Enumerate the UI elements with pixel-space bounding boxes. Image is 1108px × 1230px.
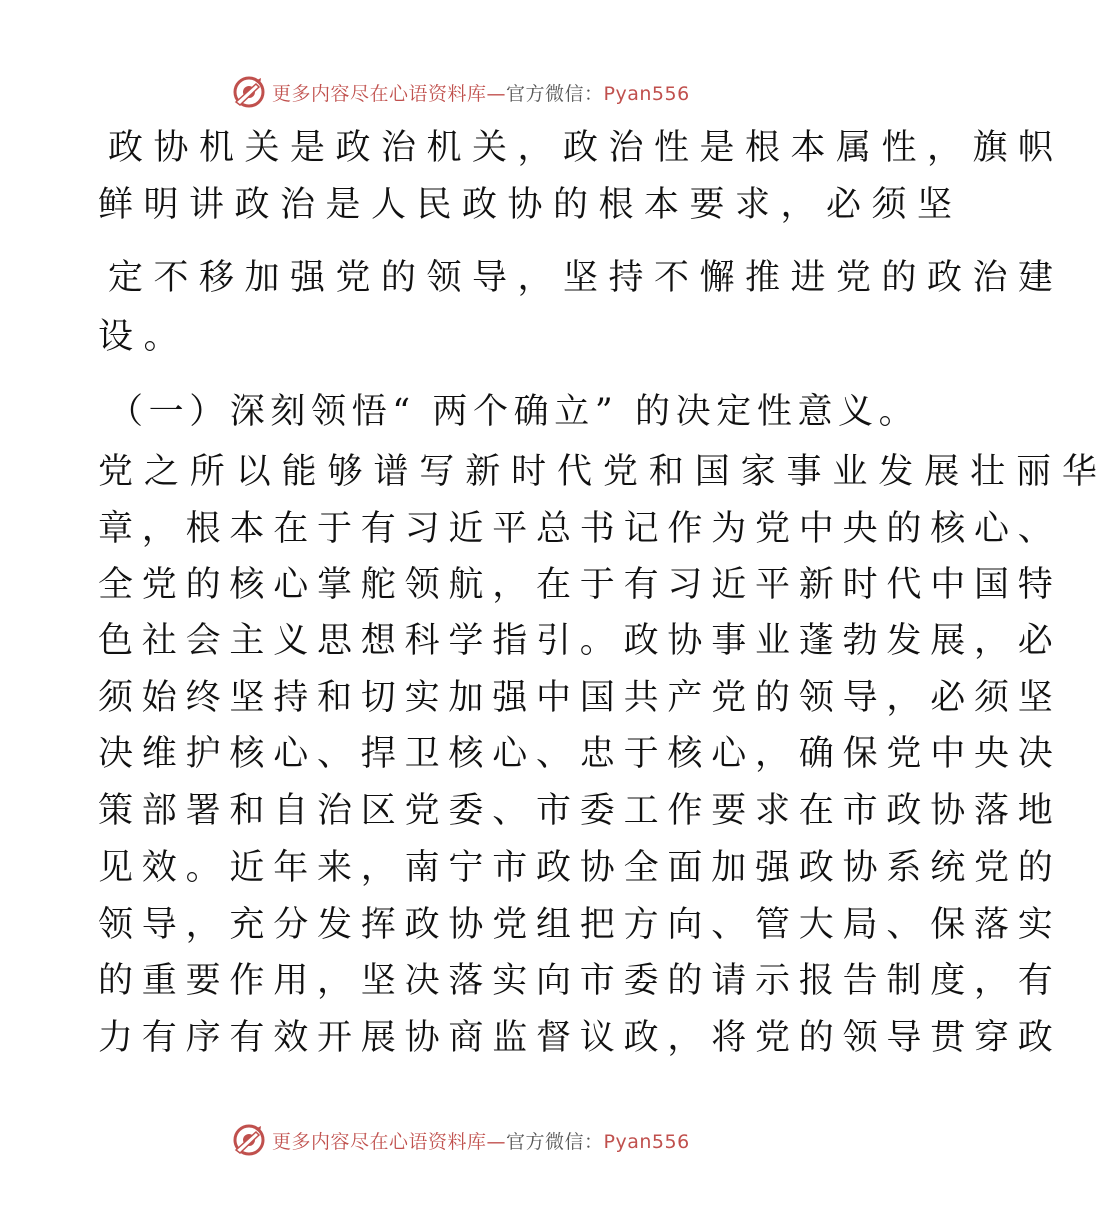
- brand-logo-icon: [232, 75, 266, 109]
- text-line: 力有序有效开展协商监督议政，将党的领导贯穿政: [98, 1018, 1062, 1058]
- text-line: 全党的核心掌舵领航，在于有习近平新时代中国特: [98, 565, 1062, 605]
- text-line: 定不移加强党的领导，坚持不懈推进党的政治建: [108, 258, 1064, 298]
- text-line: 的重要作用，坚决落实向市委的请示报告制度，有: [98, 961, 1062, 1001]
- watermark-site: 更多内容尽在心语资料库: [272, 1130, 487, 1153]
- text-line: 章，根本在于有习近平总书记作为党中央的核心、: [98, 509, 1062, 549]
- watermark-site: 更多内容尽在心语资料库: [272, 82, 487, 105]
- text-line: 领导，充分发挥政协党组把方向、管大局、保落实: [98, 905, 1062, 945]
- text-line: 色社会主义思想科学指引。政协事业蓬勃发展，必: [98, 621, 1062, 661]
- text-line: 鲜明讲政治是人民政协的根本要求，必须坚: [98, 185, 963, 225]
- watermark-text: [272, 79, 690, 106]
- footer-watermark: [232, 1120, 690, 1160]
- text-line: 党之所以能够谱写新时代党和国家事业发展壮丽华: [98, 452, 1108, 492]
- watermark-wechat-label: 官方微信：: [506, 1130, 604, 1153]
- watermark-wechat-label: 官方微信：: [506, 82, 604, 105]
- watermark-wechat-id: Pyan556: [603, 82, 690, 105]
- section-heading: （一）深刻领悟“ 两个确立” 的决定性意义。: [108, 392, 920, 432]
- watermark-text: [272, 1127, 690, 1154]
- text-line: 政协机关是政治机关，政治性是根本属性，旗帜: [108, 128, 1064, 168]
- text-line: 设。: [98, 317, 190, 357]
- watermark-wechat-id: Pyan556: [603, 1130, 690, 1153]
- brand-logo-icon: [232, 1123, 266, 1157]
- text-line: 须始终坚持和切实加强中国共产党的领导，必须坚: [98, 678, 1062, 718]
- text-line: 见效。近年来，南宁市政协全面加强政协系统党的: [98, 848, 1062, 888]
- header-watermark: [232, 72, 690, 112]
- watermark-separator: —: [486, 82, 507, 105]
- text-line: 决维护核心、捍卫核心、忠于核心，确保党中央决: [98, 734, 1062, 774]
- text-line: 策部署和自治区党委、市委工作要求在市政协落地: [98, 791, 1062, 831]
- watermark-separator: —: [486, 1130, 507, 1153]
